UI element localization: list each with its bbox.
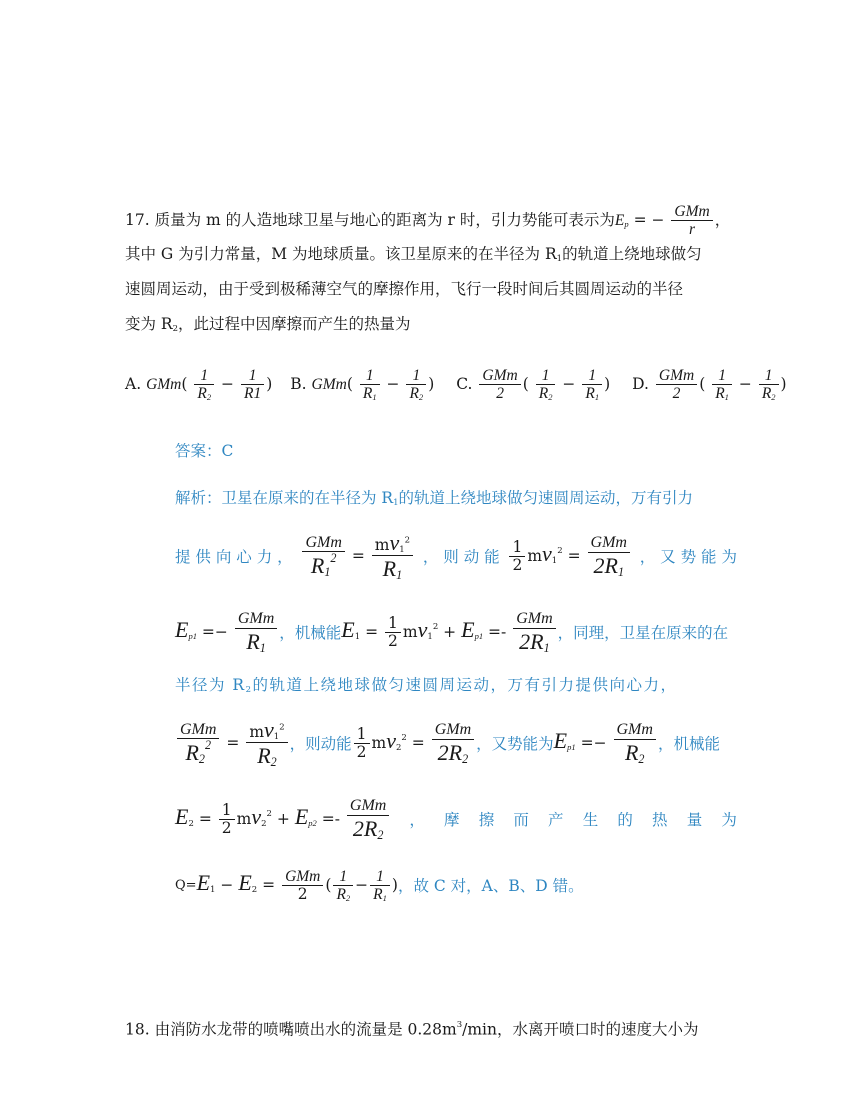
analysis-line-2: 提 供 向 心 力 ， $\frac{\text{GMm}}{R_1^2}$ = $\frac{mv_1^2}{R_1}$ ， 则 动 能 $\frac{1}{2}$ $mv_1^2$ = $\frac{\text{GMm}}{2R_1}$ ， 又 势 能 为 xyxy=(175,529,737,583)
analysis-line-1: 解析：卫星在原来的在半径为 $R_1$的轨道上绕地球做匀速圆周运动，万有引力 xyxy=(175,489,694,509)
analysis-line-5: $\frac{\text{GMm}}{R_2^2}$ = $\frac{mv_1^2}{R_2}$ ，则动能 $\frac{1}{2}$ $mv_2^2$ = $\frac{\text{GMm}}{2R_2}$ ，又势能为 $E_{p1}$ =− $\frac{\text{GMm}}{R_2}$ ，机械能 xyxy=(175,713,737,775)
analysis-line-4: 半径为 $R_2$的轨道上绕地球做匀速圆周运动，万有引力提供向心力， xyxy=(175,676,678,696)
option-a: A. GMm( $\frac{1}{R_2}$ − $\frac{1}{R1}$ ) xyxy=(125,367,273,403)
ep-fraction: $\frac{\text{GMm}}{r}$ xyxy=(671,203,712,239)
analysis-line-7: Q= $E_1 - E_2$ = $\frac{\text{GMm}}{2}$ ( $\frac{1}{R_2}$ − $\frac{1}{R_1}$ ) ，故 C 对，A、B、D 错。 xyxy=(175,868,584,904)
analysis-line-3: $E_{p1}$ =− $\frac{\text{GMm}}{R_1}$ ，机械能 $E_1$ = $\frac{1}{2}$ $mv_1^2 + E_{p1}$ =- $\frac{\text{GMm}}{2R_1}$ ，同理，卫星在原来的在 xyxy=(175,610,729,655)
heat-words: ， 摩 擦 而 产 生 的 热 量 为 xyxy=(409,811,737,829)
q17-line-2: 其中 G 为引力常量，M 为地球质量。该卫星原来的在半径为 $R_1$的轨道上绕地球做匀 xyxy=(125,245,702,265)
analysis-line-6: $E_2$ = $\frac{1}{2}$ $mv_2^2 + E_{p2}$ =- $\frac{\text{GMm}}{2R_2}$ ， 摩 擦 而 产 生 的 热 量 为 xyxy=(175,797,737,842)
option-b: B. GMm( $\frac{1}{R_1}$ − $\frac{1}{R_2}$ ) xyxy=(290,367,435,403)
eq-minus: = − xyxy=(633,210,665,229)
answer-label: 答案：C xyxy=(175,442,234,460)
q17-line-3: 速圆周运动，由于受到极稀薄空气的摩擦作用，飞行一段时间后其圆周运动的半径 xyxy=(125,280,684,298)
q17-text-1: 17. 质量为 m 的人造地球卫星与地心的距离为 r 时，引力势能可表示为 xyxy=(125,210,615,229)
options-row xyxy=(125,362,787,408)
q17-line-4: 变为 $R_2$，此过程中因摩擦而产生的热量为 xyxy=(125,315,411,335)
q18-line-1: 18. 由消防水龙带的喷嘴喷出水的流量是 $0.28m^3/\min$，水离开喷口时的速度大小为 xyxy=(125,1020,699,1039)
option-d: D. $\frac{\text{GMm}}{2}$ ( $\frac{1}{R_1}$ − $\frac{1}{R_2}$ ) xyxy=(632,367,787,403)
ep-symbol: $E_p$ xyxy=(614,211,629,230)
q17-line-1: 17. 质量为 m 的人造地球卫星与地心的距离为 r 时，引力势能可表示为$E_p$ = − $\frac{\text{GMm}}{r}$ ， xyxy=(125,203,731,239)
option-c: C. $\frac{\text{GMm}}{2}$ ( $\frac{1}{R_2}$ − $\frac{1}{R_1}$ ) xyxy=(456,367,611,403)
